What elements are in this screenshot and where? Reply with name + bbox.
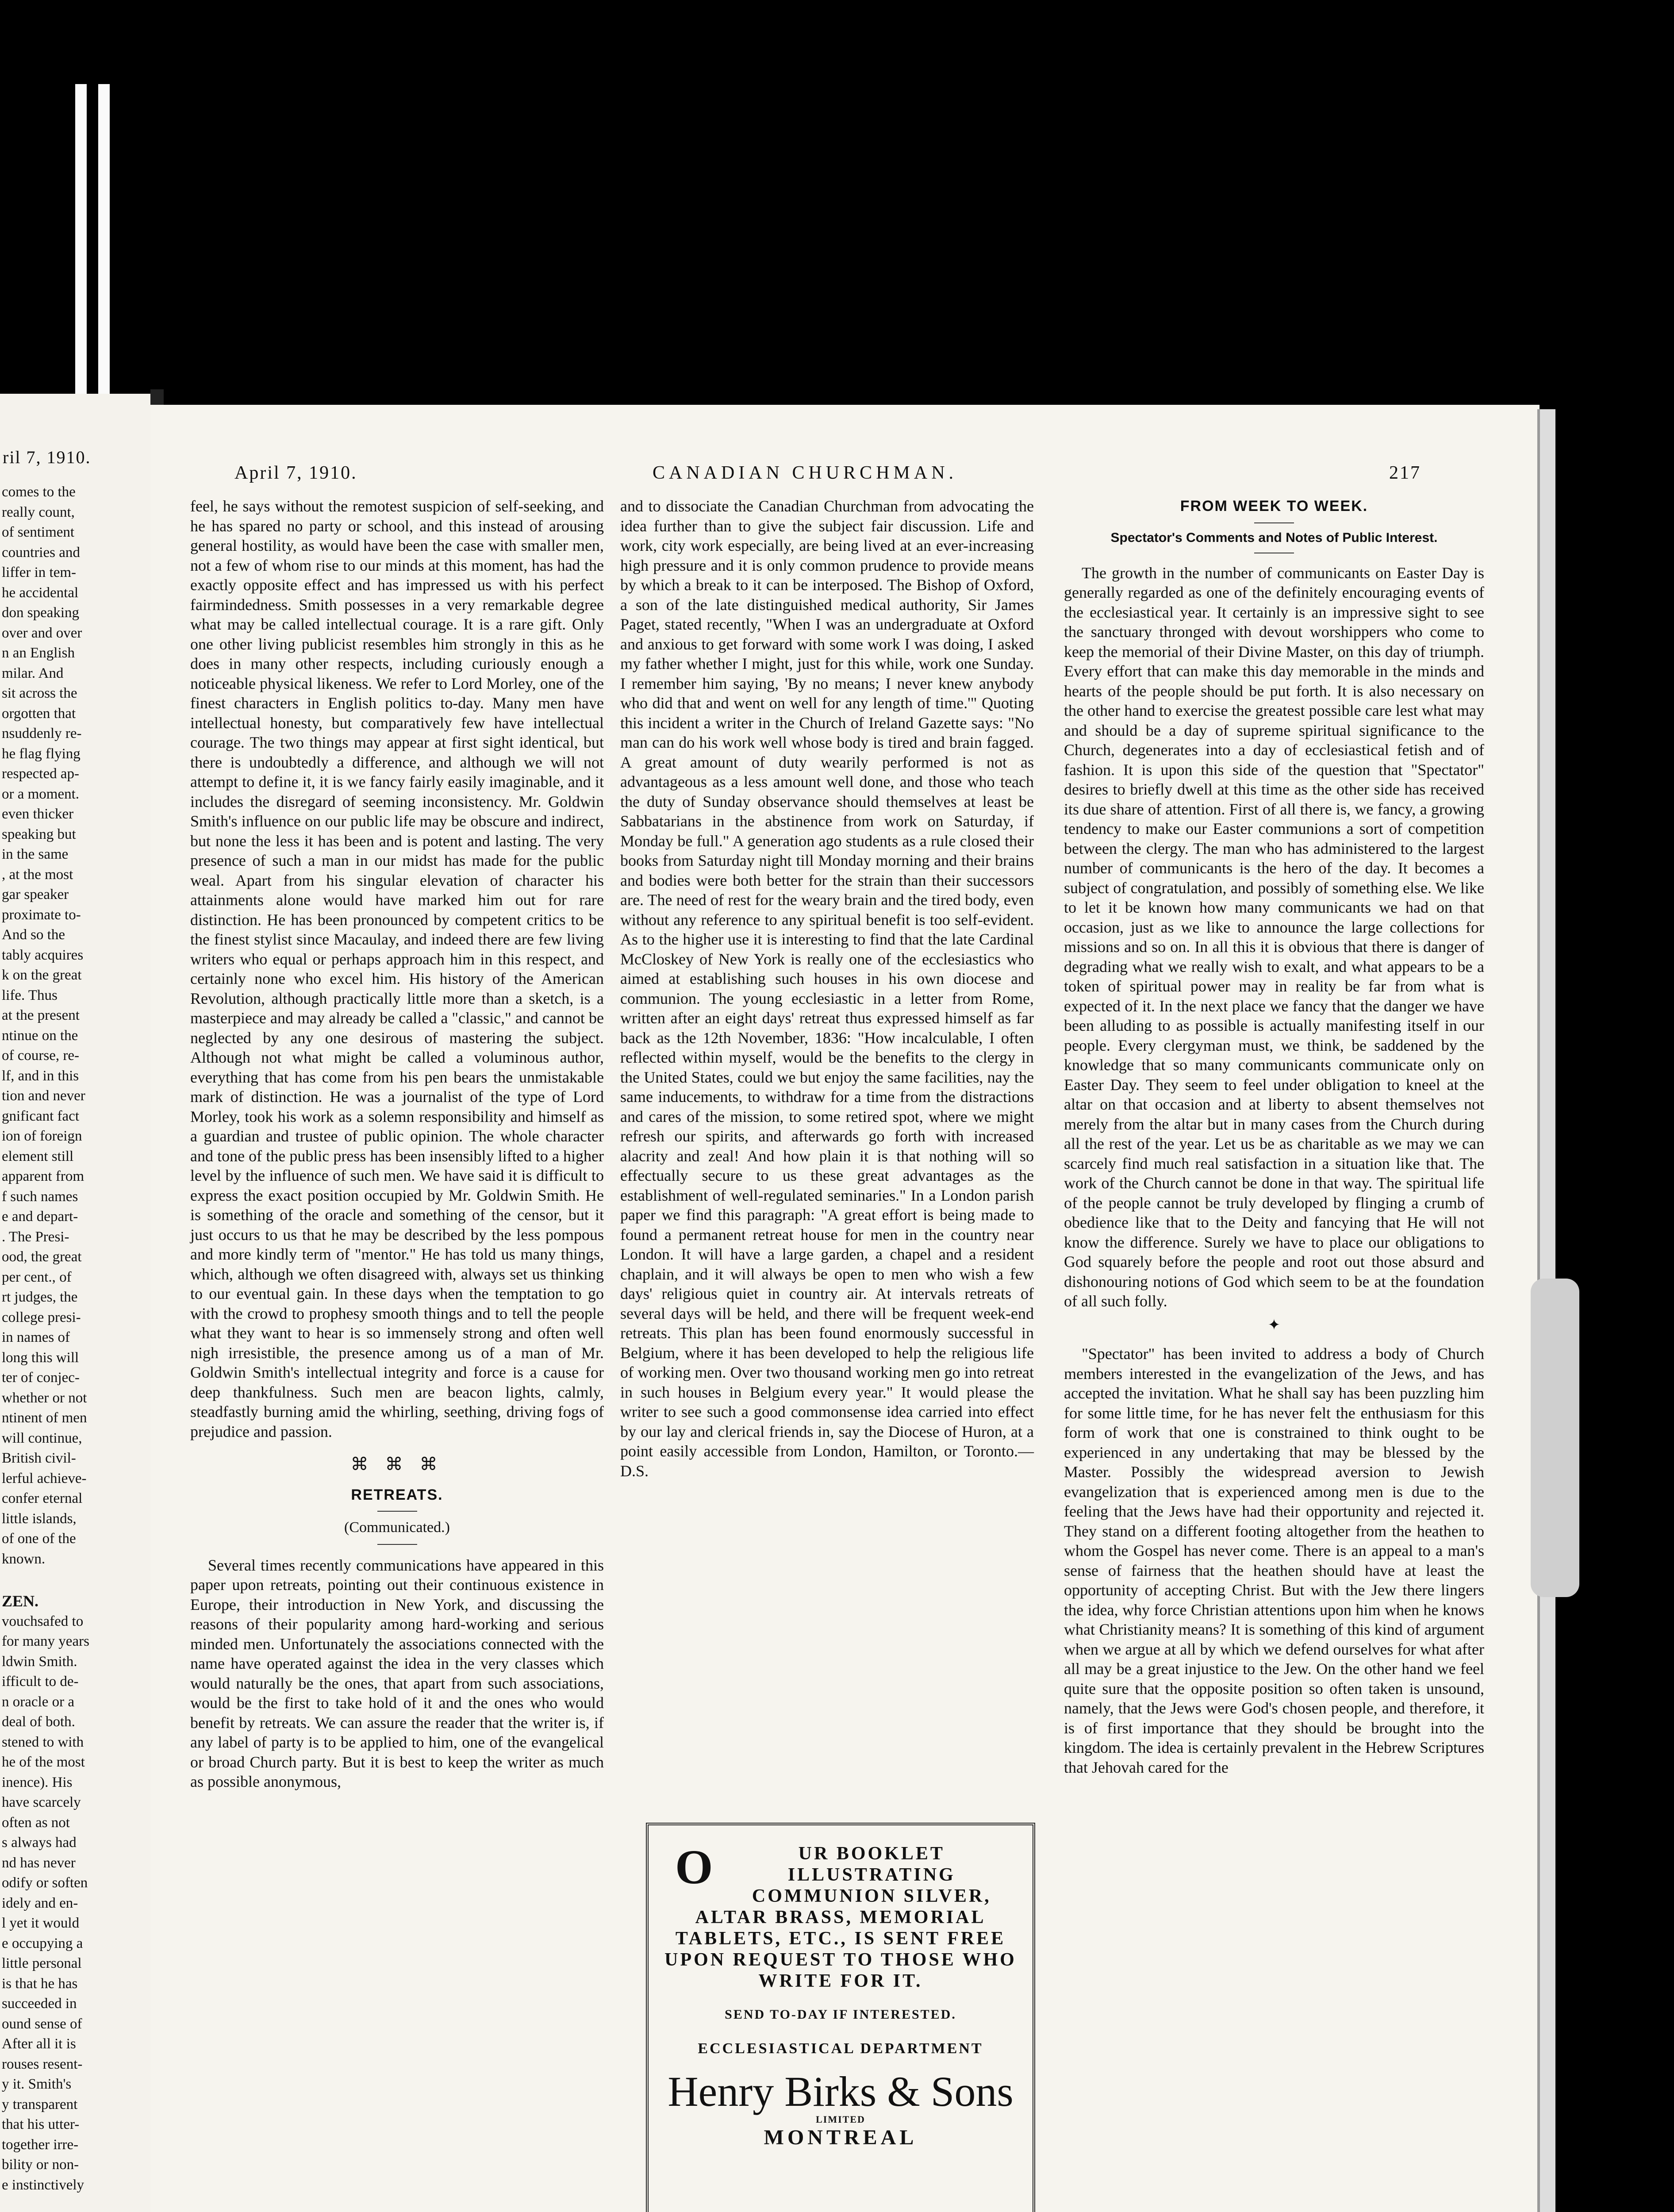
left-page-line: respected ap- <box>2 766 79 782</box>
left-page-line: is that he has <box>2 1975 78 1992</box>
retreats-article-text: Several times recently communications have appeared in this paper upon retreats, pointing out their continuous existence in Europe, their introduction in New York, and discussing the reasons of their popularity among hard-working and serious minded men. Unfortunately the associations connected with the name have operated against the idea in the very classes which would naturally be the ones, that apart from such associations, would be the first to take hold of it and the ones who would benefit by retreats. We can assure the reader that the writer is, if any label of party is to be applied to him, one of the evangelical or broad Church party. But it is best to keep the writer as much as possible anonymous, <box>190 1556 604 1790</box>
left-page-line: n oracle or a <box>2 1694 74 1710</box>
birks-advertisement <box>646 1823 1035 2212</box>
left-page-column <box>2 482 148 2195</box>
left-page-line: of one of the <box>2 1531 76 1547</box>
jewish-evangelization-text: "Spectator" has been invited to address a body of Church members interested in the evangelization of the Jews, and has accepted the invitation. What he shall say has been puzzling him for some little time, for he has never felt the enthusiasm for this form of work that one is constrained to think ought to be experienced in any undertaking that may be blessed by the Master. Possibly the widespread aversion to Jewish evangelization that is experienced among men is due to the feeling that the Jews have had their opportunity and rejected it. They stand on a different footing altogether from the heathen to whom the Gospel has never come. There is an appeal to a man's sense of fairness that the heathen should have at least the opportunity of accepting Christ. But with the Jew there lingers the idea, why force Christian attentions upon him when he knows what Christianity means? It is something of this kind of argument when we argue at all by which we defend ourselves for what after all may be a great injustice to the Jew. On the other hand we feel quite sure that the opposite position so often taken is unsound, namely, that the Jews were God's chosen people, and therefore, it is of first importance that they should be brought into the kingdom. The idea is certainly prevalent in the Hebrew Scriptures that Jehovah cared for the <box>1064 1345 1484 1776</box>
ad-body <box>657 1840 1024 1992</box>
left-page-line: deal of both. <box>2 1714 75 1730</box>
left-page-line: milar. And <box>2 665 64 681</box>
left-page-line: ifficult to de- <box>2 1674 79 1690</box>
retreats-heading: RETREATS. <box>351 1486 443 1503</box>
left-page-line: bility or non- <box>2 2157 79 2173</box>
heading-rule <box>377 1511 417 1512</box>
left-page-line: known. <box>2 1551 46 1567</box>
left-page-line: he of the most <box>2 1754 85 1770</box>
left-page-line: often as not <box>2 1814 70 1831</box>
left-page-line: life. Thus <box>2 987 58 1003</box>
column-2 <box>620 496 1034 1481</box>
left-page-line: whether or not <box>2 1390 87 1406</box>
left-page-line: . The Presi- <box>2 1229 69 1245</box>
left-page-line: nsuddenly re- <box>2 726 82 741</box>
retreats-note: (Communicated.) <box>344 1519 450 1536</box>
left-page-line: confer eternal <box>2 1490 83 1506</box>
left-page-line: After all it is <box>2 2036 76 2052</box>
heading-rule <box>1254 522 1294 523</box>
left-page-line: don speaking <box>2 605 80 621</box>
left-page-line: rouses resent- <box>2 2056 83 2072</box>
left-page-line: ldwin Smith. <box>2 1653 77 1670</box>
page-number: 217 <box>1389 463 1421 483</box>
left-page-line: college presi- <box>2 1309 81 1325</box>
left-page-line: even thicker <box>2 806 74 822</box>
running-head-date: April 7, 1910. <box>234 463 357 483</box>
left-page-line: inence). His <box>2 1774 73 1790</box>
left-page-date: ril 7, 1910. <box>3 447 91 467</box>
left-page-line: tably acquires <box>2 947 84 963</box>
left-page-line: y it. Smith's <box>2 2076 72 2092</box>
left-page-line: for many years <box>2 1633 89 1649</box>
week-to-week-heading: FROM WEEK TO WEEK. <box>1180 498 1368 515</box>
left-page-line: lerful achieve- <box>2 1470 87 1486</box>
left-page-line: little islands, <box>2 1510 77 1527</box>
left-page-line: really count, <box>2 504 75 520</box>
left-page-line: And so the <box>2 927 65 943</box>
left-page-line: lf, and in this <box>2 1068 79 1084</box>
left-page-line: speaking but <box>2 826 76 842</box>
left-page-line: f such names <box>2 1188 78 1205</box>
left-page-line: rt judges, the <box>2 1289 78 1305</box>
ad-city: MONTREAL <box>764 2126 918 2149</box>
section-star: ✦ <box>1267 1317 1281 1333</box>
left-page-line: succeeded in <box>2 1996 77 2012</box>
left-page-line: sit across the <box>2 685 77 701</box>
left-page-line: at the present <box>2 1007 80 1023</box>
left-page-line: in the same <box>2 846 69 862</box>
left-page-line: l yet it would <box>2 1915 80 1931</box>
left-page-line: apparent from <box>2 1168 84 1184</box>
left-page-line: ion of foreign <box>2 1128 82 1144</box>
page-clip <box>1531 1279 1579 1597</box>
left-page-line: y transparent <box>2 2096 78 2112</box>
left-page-line: stened to with <box>2 1734 84 1750</box>
left-page-line: ntinent of men <box>2 1410 87 1426</box>
easter-communicants-text: The growth in the number of communicants on Easter Day is generally regarded as one of the definitely encouraging events of the ecclesiastical year. It certainly is an impressive sight to see the sanctuary thronged with devout worshippers who come to keep the memorial of their Divine Master, on this day of triumph. Every effort that can make this day memorable in the minds and hearts of the people should be put forth. It is also necessary on the other hand to exercise the greatest possible care lest what may and should be a day of supreme spiritual significance to the Church, degenerates into a day of ecclesiastical fetish and of fashion. It is upon this side of the question that "Spectator" desires to briefly dwell at this time as the other side has received its due share of attention. First of all there is, we fancy, a growing tendency to make our Easter communions a sort of competition between the clergy. The man who has administered to the largest number of communicants is the hero of the day. It becomes a subject of congratulation, and possibly of something else. We like to let it be known how many communicants we had on that occasion, just as we like to announce the large collections for missions and so on. In all this it is obvious that there is danger of degrading what we really wish to exalt, and what appears to be a token of spiritual power may in reality be far from what is expected of it. In the next place we fancy that the danger we have been alluding to as possible is actually manifesting itself in our people. Every clergyman must, we think, be saddened by the knowledge that so many communicants communicate only on Easter Day. They seem to feel under obligation to kneel at the altar on that occasion and at liberty to absent themselves not merely from the altar but in many cases from the Church during all the rest of the year. Let us be as charitable as we may we can scarcely find much real satisfaction in a situation like that. The work of the Church cannot be done in that way. The spiritual life of the people cannot be truly developed by flinging a crumb of obedience like that to the Deity and fancying that He will not know the difference. Surely we have to place our obligations to God squarely before the people and root out those absurd and dishonouring notions of God which seem to be at the foundation of all such folly. <box>1064 564 1484 1310</box>
left-page-line <box>2 1569 148 1591</box>
ad-brand-name: Henry Birks & Sons <box>668 2068 1014 2115</box>
left-page-line: he flag flying <box>2 745 81 762</box>
left-page-line: that his utter- <box>2 2116 80 2132</box>
retreats-article-continued: and to dissociate the Canadian Churchman from advocating the idea further than to give the subject fair discussion. Life and work, city work especially, are being lived at an ever-increasing high pressure and it is only common prudence to provide means by which a break to it can be interposed. The Bishop of Oxford, a son of the late distinguished medical authority, Sir James Paget, stated recently, "When I was an undergraduate at Oxford and anxious to get forward with some work I was doing, I asked my father whether I might, just for this while, work one Sunday. I remember him saying, 'By no means; I never knew anybody who did that and went on well for any length of time.'" Quoting this incident a writer in the Church of Ireland Gazette says: "No man can do his work well whose body is tired and brain fagged. A great amount of duty wearily performed is not as advantageous as a less amount well done, and those who teach the duty of Sunday observance should themselves at least be Sabbatarians in the abstinence from work on Saturday, if Monday be full." A generation ago students as a rule closed their books from Saturday night till Monday morning and their brains and bodies were both better for the strain than their successors are. The need of rest for the weary brain and the tired body, even without any reference to any spiritual benefit is too self-evident. As to the higher use it is interesting to find that the late Cardinal McCloskey of New York is really one of the ecclesiastics who aimed at establishing such houses in his own diocese and communion. The young ecclesiastic in a letter from Rome, written after an eight days' retreat thus expressed himself as far back as the 12th November, 1836: "How incalculable, I often reflected within myself, would be the benefits to the clergy in the United States, could we but enjoy the same facilities, nay the same inducements, to withdraw for a time from the distractions and cares of the mission, to some retired spot, where we might refresh our spirits, and afterwards go forth with increased alacrity and zeal! And how plain it is that nothing will so effectually secure to us these great advantages as the establishment of well-regulated seminaries." In a London parish paper we find this paragraph: "A great effort is being made to found a permanent retreat house for men in the country near London. It will have a large garden, a chapel and a resident chaplain, and it will always be open to men who wish a few days' religious quiet in country air. At intervals retreats of several days will be held, and there will be frequent week-end retreats. This plan has been found enormously successful in Belgium, where it has been developed to help the religious life of working men. Over two thousand working men go into retreat in such houses in Belgium every year." It would please the writer to see such a good commonsense idea carried into effect by our lay and clerical friends in, say the Diocese of Huron, at a point easily accessible from London, Hamilton, or Toronto.—D.S. <box>620 497 1034 1480</box>
left-page-line: or a moment. <box>2 786 80 802</box>
left-page-line: idely and en- <box>2 1895 78 1911</box>
ad-limited: LIMITED <box>816 2114 865 2125</box>
left-page-line: he accidental <box>2 584 79 601</box>
section-ornament: ⌘ ⌘ ⌘ <box>350 1454 444 1474</box>
left-page-line: little personal <box>2 1955 82 1971</box>
left-page-line: nd has never <box>2 1855 76 1871</box>
left-page-line: over and over <box>2 625 82 641</box>
left-page-line: long this will <box>2 1349 79 1366</box>
left-page-line: tion and never <box>2 1088 85 1104</box>
left-page-line: orgotten that <box>2 705 76 722</box>
week-to-week-subheading: Spectator's Comments and Notes of Public Interest. <box>1110 530 1438 545</box>
left-page-line: e occupying a <box>2 1935 83 1951</box>
left-page-line: in names of <box>2 1329 70 1345</box>
left-page-line: per cent., of <box>2 1269 72 1285</box>
left-page-line: e instinctively <box>2 2177 84 2193</box>
ad-department: ECCLESIASTICAL DEPARTMENT <box>698 2040 983 2057</box>
left-page-line: will continue, <box>2 1430 82 1446</box>
left-page-line: gnificant fact <box>2 1108 79 1124</box>
left-page-line: together irre- <box>2 2136 79 2153</box>
left-page-line: s always had <box>2 1835 77 1851</box>
left-page-line: element still <box>2 1148 74 1164</box>
left-page-line: ntinue on the <box>2 1027 78 1044</box>
left-facing-page <box>0 394 150 2212</box>
left-page-line: e and depart- <box>2 1209 78 1225</box>
left-page-line: have scarcely <box>2 1794 81 1810</box>
left-page-line: ter of conjec- <box>2 1370 80 1386</box>
left-page-line: British civil- <box>2 1450 76 1466</box>
column-3 <box>1064 496 1484 1777</box>
left-page-line: of sentiment <box>2 524 75 540</box>
left-page-line: k on the great <box>2 967 82 983</box>
left-page-line: , at the most <box>2 866 73 883</box>
running-head-title: CANADIAN CHURCHMAN. <box>653 463 958 483</box>
heading-rule <box>377 1544 417 1545</box>
left-page-line: ood, the great <box>2 1249 82 1265</box>
ad-send-note: SEND TO-DAY IF INTERESTED. <box>725 2007 956 2022</box>
left-page-line: gar speaker <box>2 887 69 902</box>
left-page-line: vouchsafed to <box>2 1613 84 1629</box>
goldwin-smith-article-text: feel, he says without the remotest suspicion of self-seeking, and he has spared no party or school, and this instead of arousing general hostility, as would have been the case with smaller men, not a few of whom rise to our minds at this moment, has had the exactly opposite effect and has impressed us with his perfect fairmindedness. Smith possesses in a very remarkable degree what may be called intellectual courage. It is a rare gift. Only one other living publicist resembles him strongly in this as he does in many other respects, including curiously enough a noticeable physical likeness. We refer to Lord Morley, one of the finest characters in English politics to-day. Many men have intellectual honesty, but comparatively few have intellectual courage. The two things may appear at first sight identical, but there is undoubtedly a difference, and although we will not attempt to define it, it is we fancy fairly easily imaginable, and it includes the disregard of seeming inconsistency. Mr. Goldwin Smith's influence on our public life may be obscure and indirect, but none the less it has been and is potent and lasting. The very presence of such a man in our midst has made for the public weal. Apart from his singular elevation of character his attainments alone would have marked him out for rare distinction. He has been pronounced by competent critics to be the finest stylist since Macaulay, and indeed there are few living writers who equal or perhaps approach him in this respect, and certainly none who excel him. His history of the American Revolution, although practically little more than a sketch, is a masterpiece and may already be called a "classic," and cannot be neglected by any one desirous of mastering the subject. Although not what might be called a voluminous author, everything that has come from his pen bears the unmistakable mark of distinction. He was a journalist of the type of Lord Morley, took his work as a solemn responsibility and himself as a guardian and trustee of public opinion. The whole character and tone of the public press has been insensibly lifted to a higher level by the influence of such men. We have said it is difficult to express the exact position occupied by Mr. Goldwin Smith. He is something of the oracle and something of the censor, but it just occurs to us that he may be described by the less pompous and more kindly term of "mentor." He has told us many things, which, although we often disagreed with, always set us thinking to our eventual gain. In these days when the temptation to go with the crowd to prophesy smooth things and to tell the people what they want to hear is so immensely strong and often well nigh irresistible, the presence among us of a man of Mr. Goldwin Smith's intellectual integrity and force is a cause for deep thankfulness. Such men are beacon lights, calmly, steadfastly burning amid the whirling, seething, driving fogs of prejudice and passion. <box>190 497 604 1440</box>
left-page-line: liffer in tem- <box>2 565 76 580</box>
ad-body-text: UR BOOKLET ILLUSTRATING COMMUNION SILVER, ALTAR BRASS, MEMORIAL TABLETS, ETC., IS SENT FREE UPON REQUEST TO THOSE WHO WRITE FOR IT. <box>664 1843 1017 1991</box>
left-page-line: ZEN. <box>2 1592 39 1610</box>
left-page-line: of course, re- <box>2 1048 79 1064</box>
left-page-line: ound sense of <box>2 2016 82 2032</box>
left-page-line: proximate to- <box>2 906 81 923</box>
left-page-line: n an English <box>2 645 75 661</box>
left-page-line: comes to the <box>2 484 76 500</box>
left-page-line: countries and <box>2 544 80 561</box>
left-page-line: odify or soften <box>2 1875 88 1891</box>
ad-drop-cap: O <box>675 1840 715 1894</box>
column-1 <box>190 496 604 1792</box>
